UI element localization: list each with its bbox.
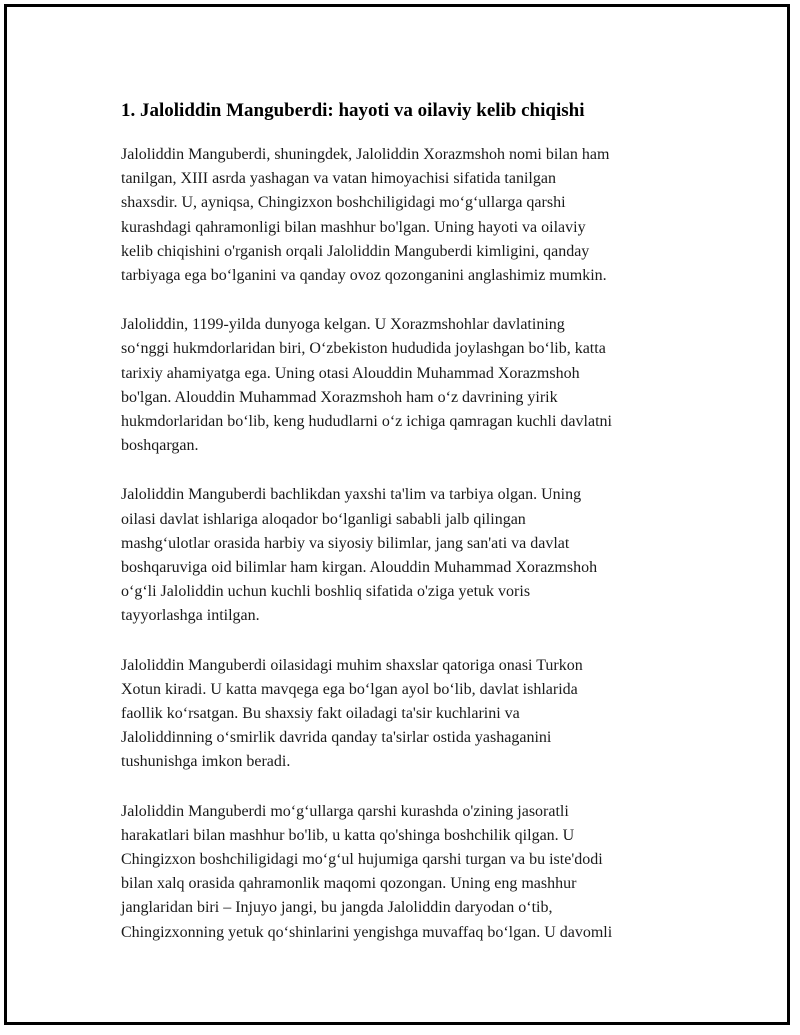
text-line: oilasi davlat ishlariga aloqador bo‘lganligi sababli jalb qilingan bbox=[121, 510, 526, 528]
text-line: Jaloliddin Manguberdi, shuningdek, Jaloliddin Xorazmshoh nomi bilan ham bbox=[121, 146, 610, 163]
document-page bbox=[4, 4, 790, 1025]
text-line: o‘g‘li Jaloliddin uchun kuchli boshliq sifatida o'ziga yetuk voris bbox=[121, 583, 531, 601]
text-line: tanilgan, XIII asrda yashagan va vatan himoyachisi sifatida tanilgan bbox=[121, 170, 556, 188]
text-line: kelib chiqishini o'rganish orqali Jaloliddin Manguberdi kimligini, qanday bbox=[121, 242, 590, 260]
text-line: so‘nggi hukmdorlaridan biri, O‘zbekiston hududida joylashgan bo‘lib, katta bbox=[121, 340, 606, 358]
text-line: boshqargan. bbox=[121, 437, 199, 455]
paragraph bbox=[121, 313, 701, 458]
paragraphs-container bbox=[121, 143, 701, 945]
text-line: Chingizxonning yetuk qo‘shinlarini yengishga muvaffaq bo‘lgan. U davomli bbox=[121, 923, 613, 941]
text-line: tarbiyaga ega bo‘lganini va qanday ovoz qozonganini anglashimiz mumkin. bbox=[121, 267, 607, 285]
text-line: boshqaruviga oid bilimlar ham kirgan. Alouddin Muhammad Xorazmshoh bbox=[121, 559, 598, 577]
text-line: Xotun kiradi. U katta mavqega ega bo‘lgan ayol bo‘lib, davlat ishlarida bbox=[121, 680, 578, 698]
text-line: Jaloliddin Manguberdi mo‘g‘ullarga qarshi kurashda o'zining jasoratli bbox=[121, 802, 569, 820]
text-line: bilan xalq orasida qahramonlik maqomi qozongan. Uning eng mashhur bbox=[121, 875, 577, 893]
document-body bbox=[121, 97, 701, 970]
text-line: bo'lgan. Alouddin Muhammad Xorazmshoh ham o‘z davrining yirik bbox=[121, 388, 558, 406]
paragraph bbox=[121, 800, 701, 945]
text-line: shaxsdir. U, ayniqsa, Chingizxon boshchiligidagi mo‘g‘ullarga qarshi bbox=[121, 194, 566, 212]
section-heading: 1. Jaloliddin Manguberdi: hayoti va oilaviy kelib chiqishi bbox=[121, 100, 585, 121]
paragraph bbox=[121, 483, 701, 628]
text-line: Jaloliddinning o‘smirlik davrida qanday ta'sirlar ostida yashaganini bbox=[121, 729, 552, 747]
text-line: faollik ko‘rsatgan. Bu shaxsiy fakt oiladagi ta'sir kuchlarini va bbox=[121, 705, 520, 723]
text-line: kurashdagi qahramonligi bilan mashhur bo'lgan. Uning hayoti va oilaviy bbox=[121, 218, 586, 236]
text-line: tushunishga imkon beradi. bbox=[121, 753, 291, 771]
text-line: mashg‘ulotlar orasida harbiy va siyosiy bilimlar, jang san'ati va davlat bbox=[121, 534, 570, 552]
text-line: Jaloliddin Manguberdi bachlikdan yaxshi ta'lim va tarbiya olgan. Uning bbox=[121, 486, 582, 504]
text-line: hukmdorlaridan bo‘lib, keng hududlarni o‘z ichiga qamragan kuchli davlatni bbox=[121, 413, 612, 431]
paragraph bbox=[121, 654, 701, 775]
text-line: harakatlari bilan mashhur bo'lib, u katta qo'shinga boshchilik qilgan. U bbox=[121, 826, 575, 844]
text-line: tayyorlashga intilgan. bbox=[121, 607, 260, 625]
text-line: Jaloliddin Manguberdi oilasidagi muhim shaxslar qatoriga onasi Turkon bbox=[121, 656, 583, 674]
paragraph bbox=[121, 143, 701, 288]
text-line: janglaridan biri – Injuyo jangi, bu jangda Jaloliddin daryodan o‘tib, bbox=[121, 899, 553, 917]
text-line: tarixiy ahamiyatga ega. Uning otasi Alouddin Muhammad Xorazmshoh bbox=[121, 364, 580, 382]
text-line: Chingizxon boshchiligidagi mo‘g‘ul hujumiga qarshi turgan va bu iste'dodi bbox=[121, 851, 603, 869]
text-line: Jaloliddin, 1199-yilda dunyoga kelgan. U Xorazmshohlar davlatining bbox=[121, 316, 565, 334]
